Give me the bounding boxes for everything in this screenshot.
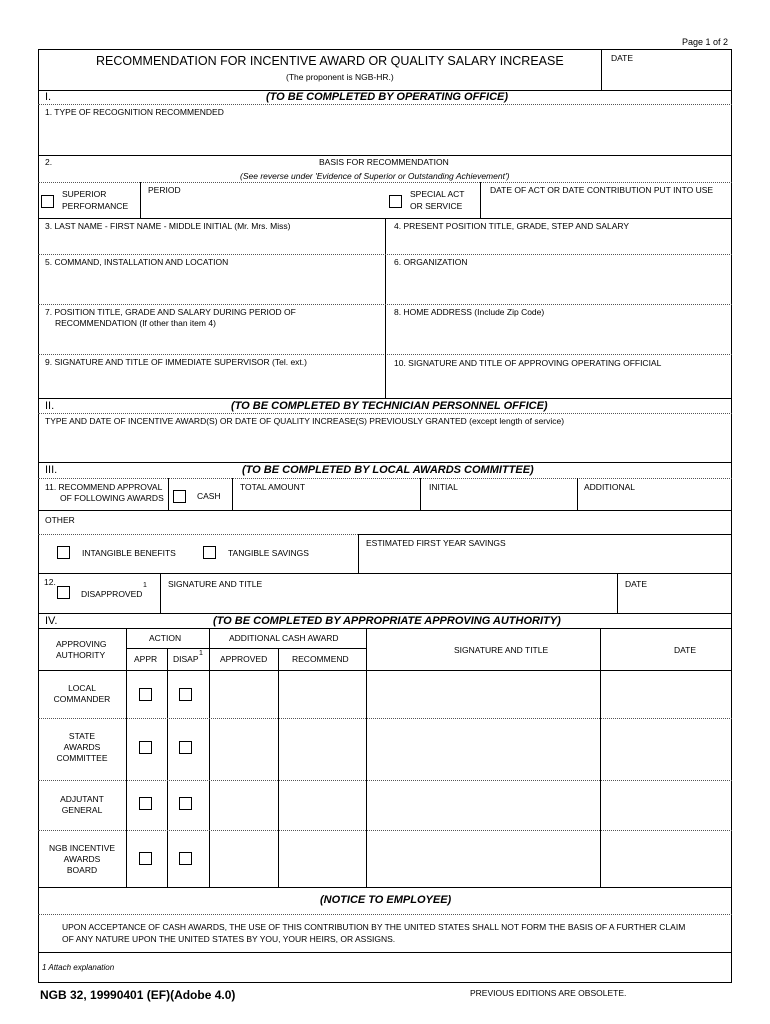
item-10-label: 10. SIGNATURE AND TITLE OF APPROVING OPERATING OFFICIAL: [394, 358, 662, 368]
row-state-line3: COMMITTEE: [56, 753, 108, 763]
ngb-board-disap-checkbox[interactable]: [179, 852, 192, 865]
period-field[interactable]: [148, 196, 378, 216]
previous-awards-field[interactable]: [45, 429, 725, 459]
approving-official-signature-field[interactable]: [394, 370, 724, 396]
date-of-act-label: DATE OF ACT OR DATE CONTRIBUTION PUT INTO USE: [490, 185, 714, 195]
item-5-label: 5. COMMAND, INSTALLATION AND LOCATION: [45, 257, 229, 267]
adjutant-general-appr-checkbox[interactable]: [139, 797, 152, 810]
home-address-field[interactable]: [394, 320, 724, 351]
additional-cash-label: ADDITIONAL CASH AWARD: [229, 633, 339, 643]
tangible-savings-checkbox[interactable]: [203, 546, 216, 559]
item-12-date-label: DATE: [625, 579, 648, 589]
state-awards-disap-checkbox[interactable]: [179, 741, 192, 754]
row-adjutant-line1: ADJUTANT: [60, 794, 104, 804]
item-12-signature-label: SIGNATURE AND TITLE: [168, 579, 263, 589]
row-ngb-line3: BOARD: [66, 865, 98, 875]
date-of-act-field[interactable]: [490, 197, 725, 216]
cash-label: CASH: [197, 491, 221, 501]
item-6-label: 6. ORGANIZATION: [394, 257, 468, 267]
item-7-label: 7. POSITION TITLE, GRADE AND SALARY DURING PERIOD OF: [45, 307, 296, 317]
disapproved-footnote-mark: 1: [143, 582, 147, 589]
notice-line2: OF ANY NATURE UPON THE UNITED STATES BY YOU, YOUR HEIRS, OR ASSIGNS.: [62, 934, 396, 944]
section-3-heading: (TO BE COMPLETED BY LOCAL AWARDS COMMITTEE): [242, 464, 534, 476]
special-act-checkbox[interactable]: [389, 195, 402, 208]
period-label: PERIOD: [148, 185, 181, 195]
action-label: ACTION: [149, 633, 182, 643]
disap-footnote-mark: 1: [199, 650, 203, 657]
date-field[interactable]: [611, 64, 726, 86]
recommend-label: RECOMMEND: [292, 654, 349, 664]
item-7-label-line2: RECOMMENDATION (If other than item 4): [55, 318, 216, 328]
item-2-number: 2.: [45, 157, 53, 167]
section-2-number: II.: [45, 400, 55, 412]
item-8-label: 8. HOME ADDRESS (Include Zip Code): [394, 307, 545, 317]
item-9-label: 9. SIGNATURE AND TITLE OF IMMEDIATE SUPERVISOR (Tel. ext.): [45, 357, 307, 367]
item-3-label: 3. LAST NAME - FIRST NAME - MIDDLE INITIAL (Mr. Mrs. Miss): [45, 221, 291, 231]
row-ngb-line1: NGB INCENTIVE: [48, 843, 116, 853]
total-amount-label: TOTAL AMOUNT: [240, 482, 306, 492]
estimated-savings-label: ESTIMATED FIRST YEAR SAVINGS: [366, 538, 506, 548]
performance-label: PERFORMANCE: [62, 201, 129, 211]
date-label: DATE: [611, 53, 634, 63]
proponent-note: (The proponent is NGB-HR.): [286, 72, 394, 82]
basis-heading: BASIS FOR RECOMMENDATION: [319, 157, 449, 167]
item-12-signature-field[interactable]: [168, 591, 608, 611]
type-of-recognition-field[interactable]: [45, 120, 725, 154]
section-4-date-label: DATE: [674, 645, 697, 655]
local-commander-disap-checkbox[interactable]: [179, 688, 192, 701]
disapproved-label: DISAPPROVED: [81, 589, 143, 599]
initial-label: INITIAL: [429, 482, 458, 492]
section-3-number: III.: [45, 464, 58, 476]
section-2-heading: (TO BE COMPLETED BY TECHNICIAN PERSONNEL OFFICE): [231, 400, 548, 412]
obsolete-note: PREVIOUS EDITIONS ARE OBSOLETE.: [470, 988, 627, 998]
notice-heading: (NOTICE TO EMPLOYEE): [320, 894, 452, 906]
command-field[interactable]: [45, 270, 380, 302]
supervisor-signature-field[interactable]: [45, 370, 380, 396]
item-12-date-field[interactable]: [625, 591, 725, 611]
special-act-label: SPECIAL ACT: [410, 189, 465, 199]
appr-label: APPR: [134, 654, 158, 664]
footnote: 1 Attach explanation: [42, 963, 115, 972]
other-label: OTHER: [45, 515, 75, 525]
ngb-board-appr-checkbox[interactable]: [139, 852, 152, 865]
form-title: RECOMMENDATION FOR INCENTIVE AWARD OR QUALITY SALARY INCREASE: [96, 54, 564, 68]
section-1-number: I.: [45, 91, 52, 103]
item-11-label-line2: OF FOLLOWING AWARDS: [60, 493, 164, 503]
section-4-signature-label: SIGNATURE AND TITLE: [454, 645, 549, 655]
item-11-label: 11. RECOMMEND APPROVAL: [45, 482, 163, 492]
form-id: NGB 32, 19990401 (EF)(Adobe 4.0): [40, 988, 236, 1002]
name-field[interactable]: [45, 233, 380, 251]
adjutant-general-disap-checkbox[interactable]: [179, 797, 192, 810]
intangible-benefits-checkbox[interactable]: [57, 546, 70, 559]
row-local-line2: COMMANDER: [53, 694, 111, 704]
cash-checkbox[interactable]: [173, 490, 186, 503]
authority-label: AUTHORITY: [56, 650, 106, 660]
section-1-heading: (TO BE COMPLETED BY OPERATING OFFICE): [266, 91, 509, 103]
position-during-period-field[interactable]: [45, 331, 380, 351]
row-state-line1: STATE: [68, 731, 96, 741]
row-adjutant-line2: GENERAL: [61, 805, 103, 815]
organization-field[interactable]: [394, 270, 724, 302]
disap-label: DISAP: [173, 654, 199, 664]
estimated-savings-field[interactable]: [366, 551, 726, 570]
present-position-field[interactable]: [394, 233, 724, 251]
or-service-label: OR SERVICE: [410, 201, 463, 211]
superior-label: SUPERIOR: [62, 189, 107, 199]
item-1-label: 1. TYPE OF RECOGNITION RECOMMENDED: [45, 107, 224, 117]
approved-label: APPROVED: [220, 654, 268, 664]
additional-label: ADDITIONAL: [584, 482, 636, 492]
disapproved-checkbox[interactable]: [57, 586, 70, 599]
basis-note: (See reverse under 'Evidence of Superior or Outstanding Achievement'): [240, 171, 510, 181]
tangible-savings-label: TANGIBLE SAVINGS: [228, 548, 309, 558]
section-2-text: TYPE AND DATE OF INCENTIVE AWARD(S) OR DATE OF QUALITY INCREASE(S) PREVIOUSLY GRANTED (except length of service): [45, 416, 565, 426]
notice-line1: UPON ACCEPTANCE OF CASH AWARDS, THE USE OF THIS CONTRIBUTION BY THE UNITED STATES SHALL NOT FORM THE BASIS OF A FURTHER CLAIM: [62, 922, 686, 932]
row-ngb-line2: AWARDS: [63, 854, 101, 864]
local-commander-appr-checkbox[interactable]: [139, 688, 152, 701]
approving-label: APPROVING: [56, 639, 107, 649]
row-state-line2: AWARDS: [63, 742, 101, 752]
item-4-label: 4. PRESENT POSITION TITLE, GRADE, STEP AND SALARY: [394, 221, 630, 231]
state-awards-appr-checkbox[interactable]: [139, 741, 152, 754]
section-4-number: IV.: [45, 615, 58, 627]
row-local-line1: LOCAL: [68, 683, 96, 693]
section-4-heading: (TO BE COMPLETED BY APPROPRIATE APPROVING AUTHORITY): [213, 615, 561, 627]
item-12-number: 12.: [44, 577, 56, 587]
page-number: Page 1 of 2: [682, 37, 729, 47]
superior-performance-checkbox[interactable]: [41, 195, 54, 208]
intangible-benefits-label: INTANGIBLE BENEFITS: [82, 548, 176, 558]
